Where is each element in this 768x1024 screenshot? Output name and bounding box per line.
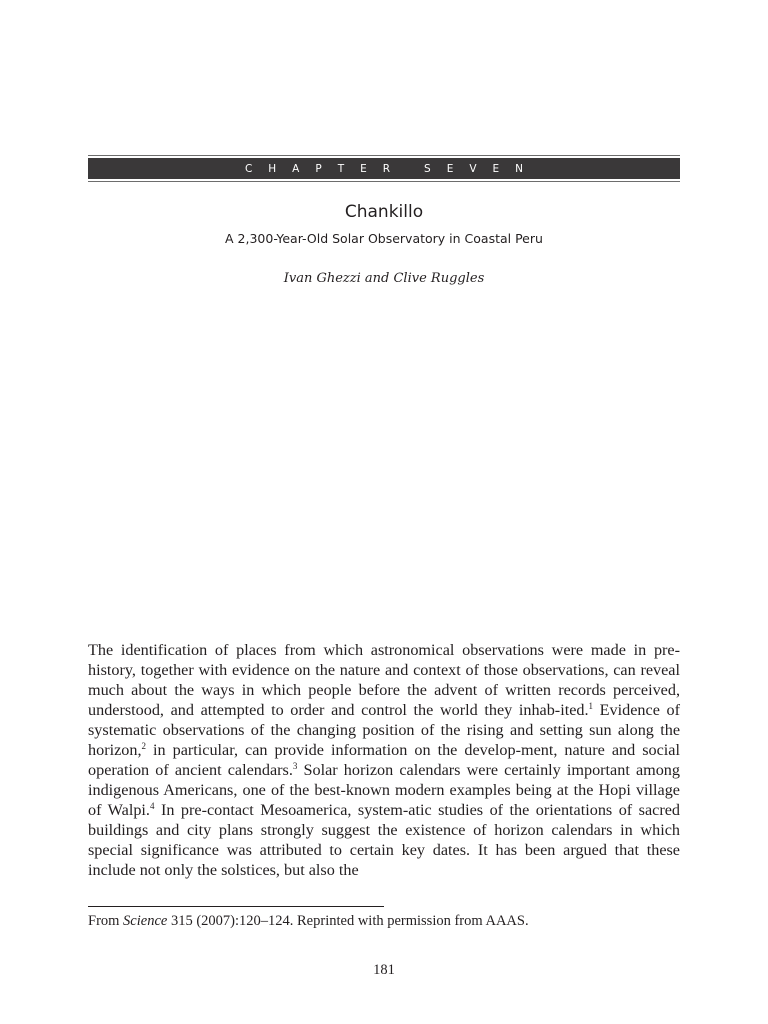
chapter-banner xyxy=(88,158,680,179)
body-text-segment: In pre-contact Mesoamerica, system-atic studies of the orientations of sacred buildings and city plans strongly suggest the existence of horizon calendars in which special significance was attributed to certain key dates. It has been argued that these include not only the solstices, but also the xyxy=(88,801,680,879)
page-number: 181 xyxy=(373,962,395,978)
footnote-rule xyxy=(88,906,384,907)
note-reference: 1 xyxy=(588,701,594,711)
chapter-rule-top xyxy=(88,155,680,156)
footnote-citation: 315 (2007):120–124. Reprinted with permission from AAAS. xyxy=(167,913,529,929)
chapter-word: CHAPTER xyxy=(244,162,407,175)
body-text-segment: The identification of places from which astronomical observations were made in pre-history, together with evidence on the nature and context of those observations, can reveal much about the ways in which people before the advent of written records perceived, understood, and attempted to order and control the world they inhab-ited. xyxy=(88,641,680,719)
note-reference: 3 xyxy=(292,761,298,771)
chapter-authors: Ivan Ghezzi and Clive Ruggles xyxy=(283,271,485,286)
chapter-title: Chankillo xyxy=(344,202,424,222)
body-text-segment: Solar horizon calendars were certainly important among indigenous Americans, one of the best-known modern examples being at the Hopi village of Walpi. xyxy=(88,761,680,819)
chapter-label xyxy=(245,163,539,175)
chapter-subtitle: A 2,300-Year-Old Solar Observatory in Coastal Peru xyxy=(225,231,543,246)
footnote-prefix: From xyxy=(88,913,124,929)
chapter-rule-bottom xyxy=(88,181,680,182)
source-footnote xyxy=(88,913,680,930)
note-reference: 4 xyxy=(149,801,155,811)
body-paragraph xyxy=(88,640,680,880)
note-reference: 2 xyxy=(141,741,146,751)
chapter-number-word: SEVEN xyxy=(424,162,540,175)
footnote-journal: Science xyxy=(123,913,168,929)
body-text-segment: in particular, can provide information on the develop-ment, nature and social operation of ancient calendars. xyxy=(88,741,680,779)
body-text-segment: Evidence of systematic observations of the changing position of the rising and setting sun along the horizon, xyxy=(88,701,680,759)
